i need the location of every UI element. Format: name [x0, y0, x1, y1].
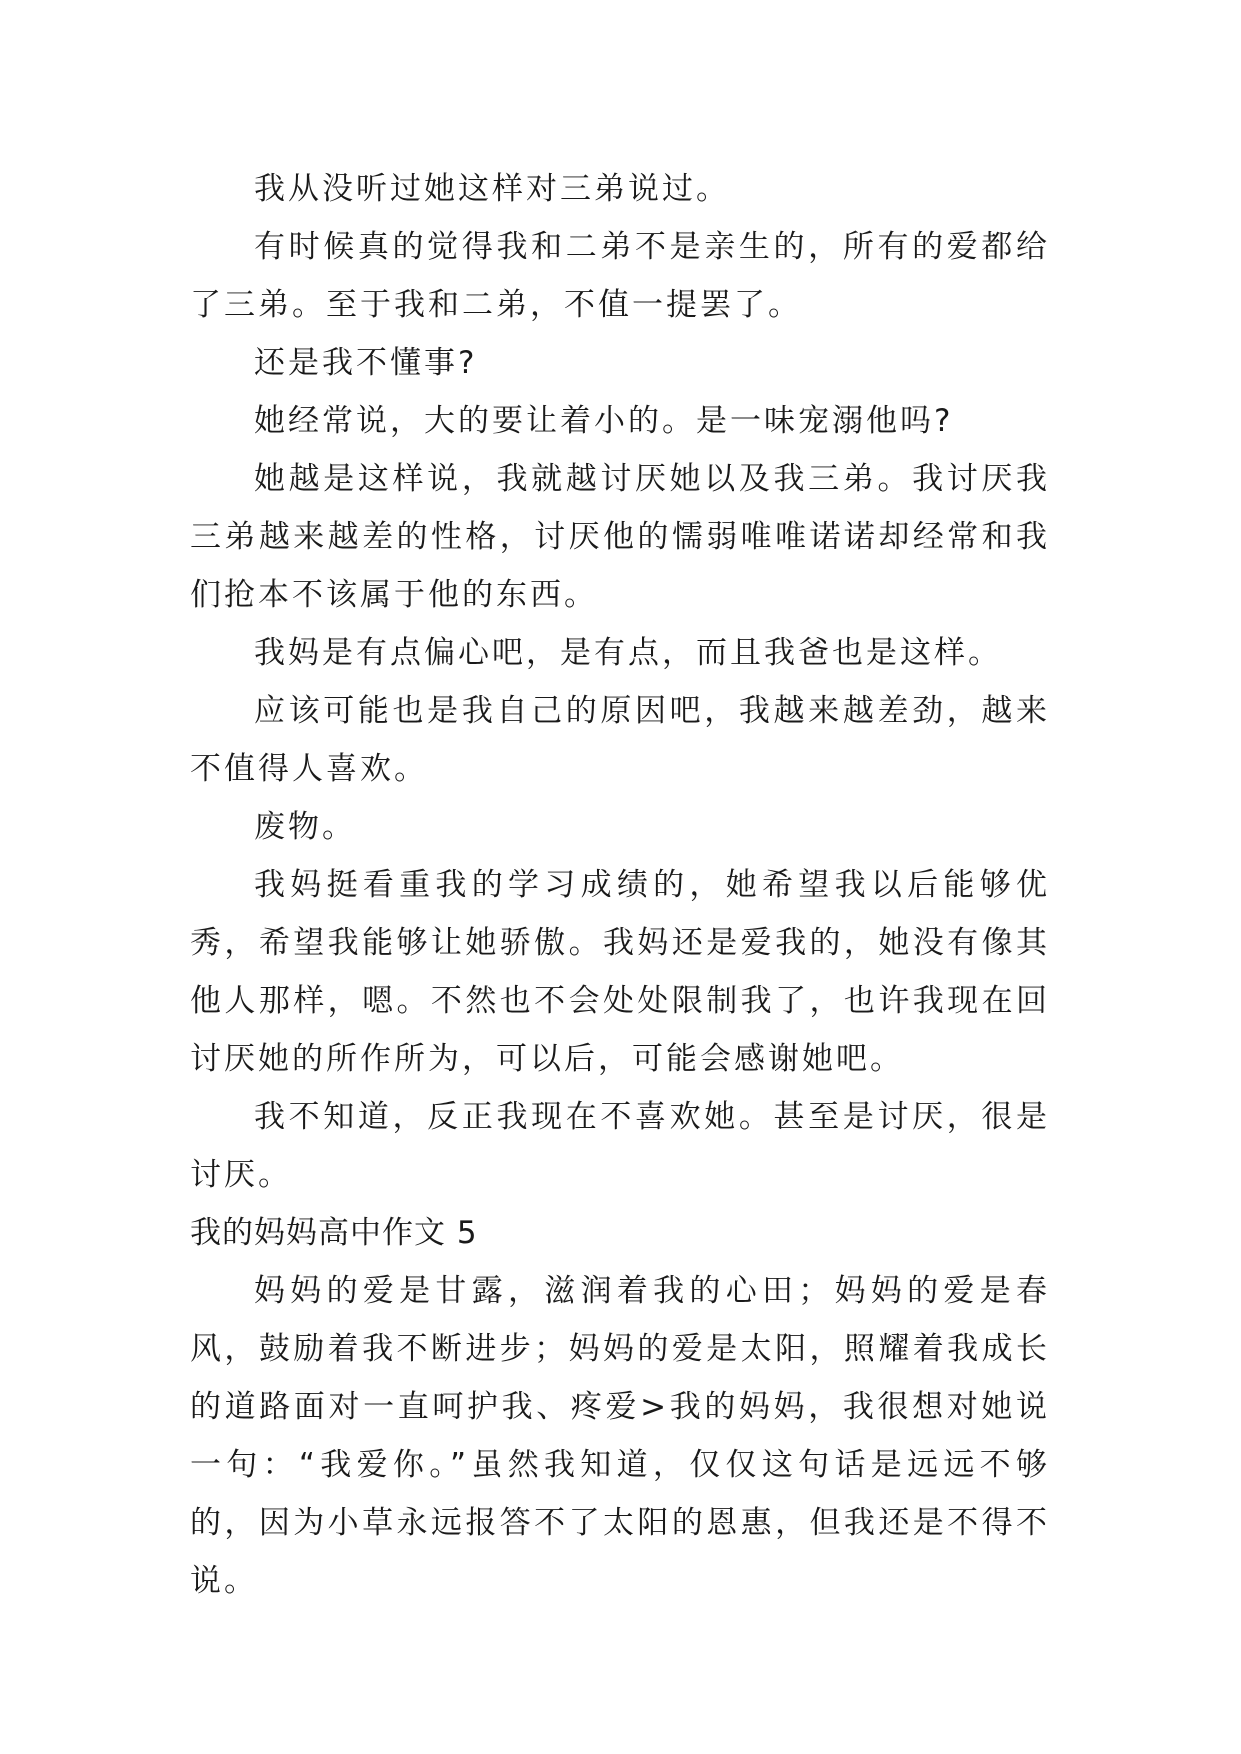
paragraph: 应该可能也是我自己的原因吧，我越来越差劲，越来不值得人喜欢。 [190, 693, 1050, 787]
paragraph: 我不知道，反正我现在不喜欢她。甚至是讨厌，很是讨厌。 [190, 1099, 1050, 1193]
paragraph: 她经常说，大的要让着小的。是一味宠溺他吗? [254, 403, 954, 439]
paragraph: 还是我不懂事? [254, 345, 478, 381]
paragraph: 我妈是有点偏心吧，是有点，而且我爸也是这样。 [254, 635, 1002, 671]
paragraph: 我妈挺看重我的学习成绩的，她希望我以后能够优秀，希望我能够让她骄傲。我妈还是爱我的，她没有像其他人那样，嗯。不然也不会处处限制我了，也许我现在回讨厌她的所作所为，可以后，可能会感谢她吧。 [190, 867, 1050, 1077]
paragraph: 她越是这样说，我就越讨厌她以及我三弟。我讨厌我三弟越来越差的性格，讨厌他的懦弱唯唯诺诺却经常和我们抢本不该属于他的东西。 [190, 461, 1050, 613]
paragraph: 有时候真的觉得我和二弟不是亲生的，所有的爱都给了三弟。至于我和二弟，不值一提罢了。 [190, 229, 1050, 323]
paragraph: 废物。 [254, 809, 356, 845]
paragraph: 我从没听过她这样对三弟说过。 [254, 171, 730, 207]
section-title: 我的妈妈高中作文 5 [190, 1215, 478, 1251]
paragraph: 妈妈的爱是甘露，滋润着我的心田；妈妈的爱是春风，鼓励着我不断进步；妈妈的爱是太阳，照耀着我成长的道路面对一直呵护我、疼爱>我的妈妈，我很想对她说一句：“我爱你。”虽然我知道，仅仅这句话是远远不够的，因为小草永远报答不了太阳的恩惠，但我还是不得不说。 [190, 1273, 1050, 1599]
document-body [190, 160, 1050, 1610]
